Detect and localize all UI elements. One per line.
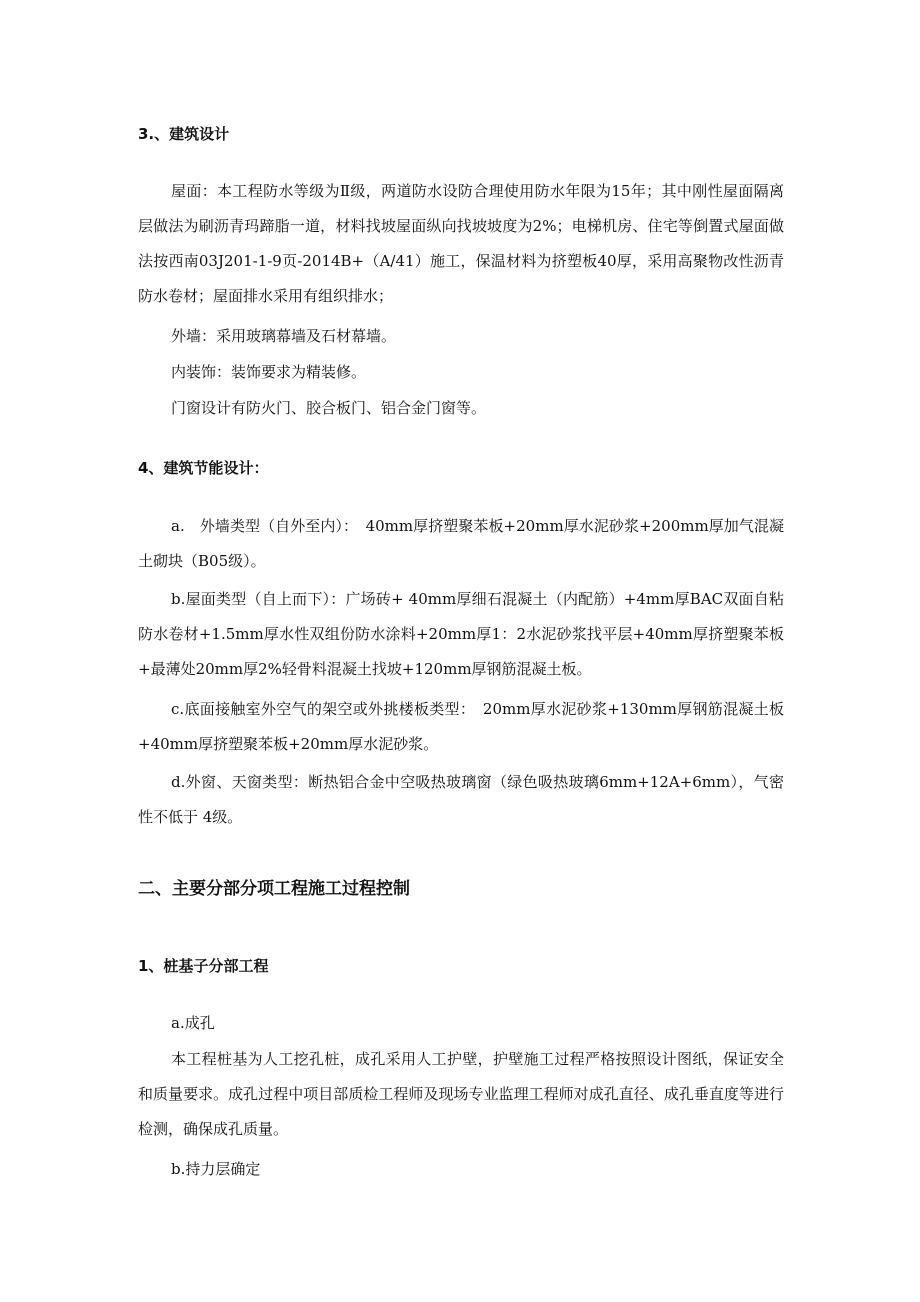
paragraph-floor-slab-type: c.底面接触室外空气的架空或外挑楼板类型： 20mm厚水泥砂浆+130mm厚钢筋混凝土板+40mm厚挤塑聚苯板+20mm厚水泥砂浆。 — [138, 700, 784, 753]
paragraph-hole-forming: 本工程桩基为人工挖孔桩，成孔采用人工护壁，护壁施工过程严格按照设计图纸，保证安全和质量要求。成孔过程中项目部质检工程师及现场专业监理工程师对成孔直径、成孔垂直度等进行检测，确保成孔质量。 — [138, 1050, 784, 1138]
paragraph-interior-decoration: 内装饰：装饰要求为精装修。 — [171, 363, 367, 381]
subheading-hole-forming: a.成孔 — [171, 1014, 215, 1032]
paragraph-exterior-wall: 外墙：采用玻璃幕墙及石材幕墙。 — [171, 327, 397, 345]
section-heading-pile-foundation: 1、桩基子分部工程 — [138, 957, 269, 975]
paragraph-doors-windows: 门窗设计有防火门、胶合板门、铝合金门窗等。 — [171, 399, 487, 417]
section-heading-architecture-design: 3.、建筑设计 — [138, 125, 230, 143]
paragraph-roof: 屋面：本工程防水等级为Ⅱ级，两道防水设防合理使用防水年限为15年；其中刚性屋面隔离层做法为刷沥青玛蹄脂一道，材料找坡屋面纵向找坡坡度为2%；电梯机房、住宅等倒置式屋面做法按西南03J201-1-9页-2014B+（A/41）施工，保温材料为挤塑板40厚，采用高聚物改性沥青防水卷材；屋面排水采用有组织排水； — [138, 182, 784, 305]
paragraph-exterior-wall-type: a. 外墙类型（自外至内）： 40mm厚挤塑聚苯板+20mm厚水泥砂浆+200mm厚加气混凝土砌块（B05级）。 — [138, 517, 784, 570]
subheading-bearing-layer: b.持力层确定 — [171, 1160, 261, 1178]
paragraph-roof-type: b.屋面类型（自上而下）：广场砖+ 40mm厚细石混凝土（内配筋）+4mm厚BAC双面自粘防水卷材+1.5mm厚水性双组份防水涂料+20mm厚1：2水泥砂浆找平层+40mm厚挤塑聚苯板+最薄处20mm厚2%轻骨料混凝土找坡+120mm厚钢筋混凝土板。 — [138, 590, 784, 678]
paragraph-window-type: d.外窗、天窗类型：断热铝合金中空吸热玻璃窗（绿色吸热玻璃6mm+12A+6mm），气密性不低于 4级。 — [138, 773, 784, 826]
section-heading-energy-saving: 4、建筑节能设计： — [138, 459, 269, 477]
part-heading-construction-control: 二、主要分部分项工程施工过程控制 — [138, 879, 410, 899]
